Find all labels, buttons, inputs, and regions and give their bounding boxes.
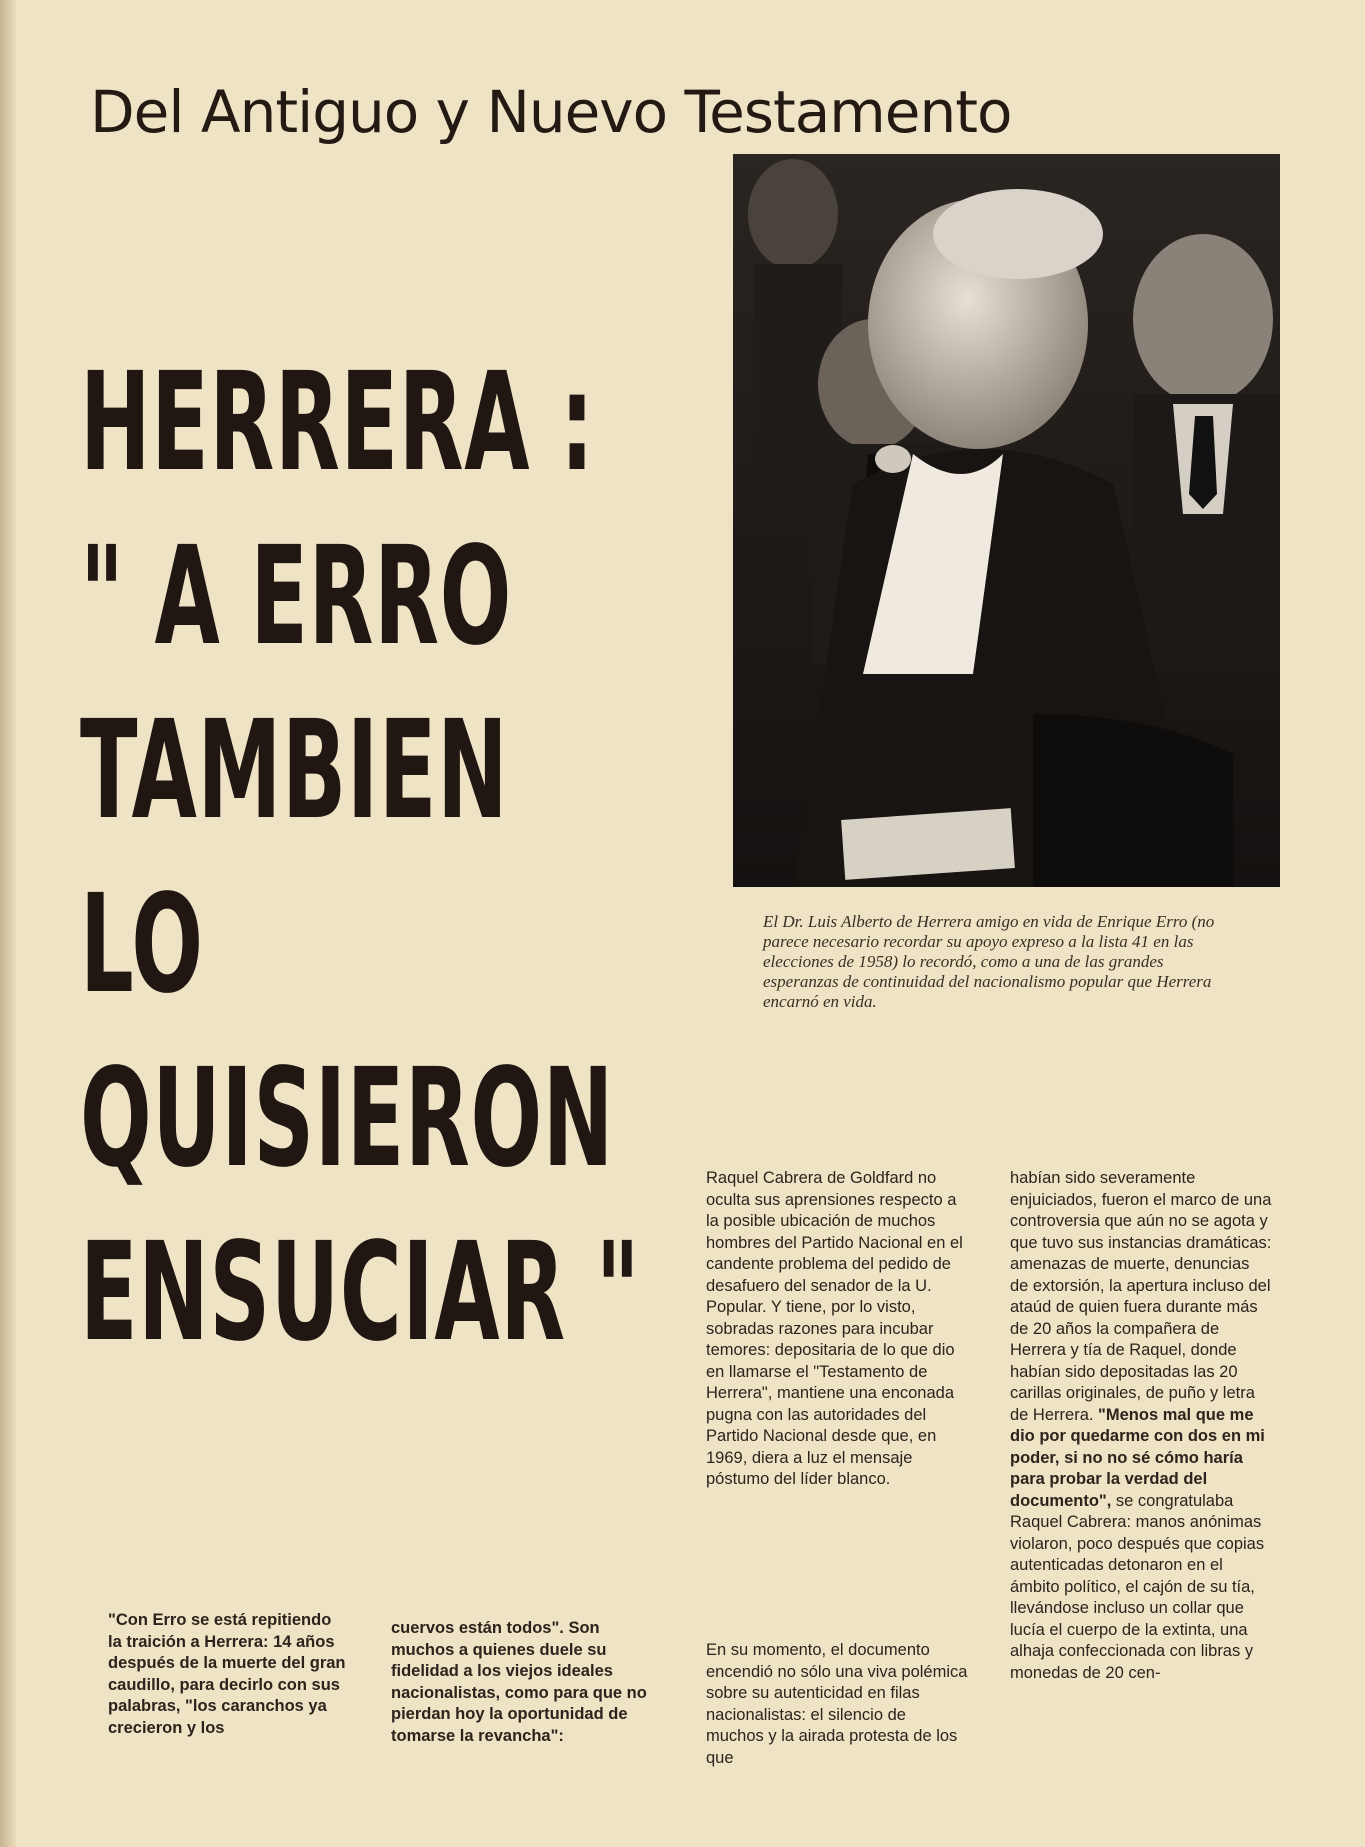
herrera-photo [733, 154, 1280, 887]
headline [80, 336, 641, 1380]
headline-line: QUISIERON [80, 1040, 614, 1198]
article-column-1: "Con Erro se está repitiendo la traición a Herrera: 14 años después de la muerte del gran caudillo, para decirlo con sus palabras, "los caranchos ya crecieron y los [108, 1611, 346, 1737]
headline-line: LO [80, 866, 204, 1024]
headline-line: " A ERRO [80, 518, 512, 676]
headline-line: TAMBIEN [80, 692, 509, 850]
article-column-4 [1010, 1168, 1272, 1684]
article-column-3-bottom: En su momento, el documento encendió no sólo una viva polémica sobre su autenticidad en filas nacionalistas: el silencio de muchos y la airada protesta de los que [706, 1641, 968, 1767]
column-4-text-a: habían sido severamente enjuiciados, fueron el marco de una controversia que aún no se agota y que tuvo sus instancias dramáticas: amenazas de muerte, denuncias de extorsión, la apertura incluso del ataúd de quien fuera durante más de 20 años la compañera de Herrera y tía de Raquel, donde habían sido depositadas las 20 carillas originales, de puño y letra de Herrera. [1010, 1169, 1272, 1424]
photo-illustration [733, 154, 1280, 887]
headline-line: ENSUCIAR " [80, 1214, 641, 1372]
article-column-3-top: Raquel Cabrera de Goldfard no oculta sus aprensiones respecto a la posible ubicación de muchos hombres del Partido Nacional en el candente problema del pedido de desafuero del senador de la U. Popular. Y tiene, por lo visto, sobradas razones para incubar temores: depositaria de lo que dio en llamarse el "Testamento de Herrera", mantiene una enconada pugna con las autoridades del Partido Nacional desde que, en 1969, diera a luz el mensaje póstumo del líder blanco. [706, 1169, 963, 1488]
column-4-text-b: se congratulaba Raquel Cabrera: manos anónimas violaron, poco después que copias autenticadas detonaron en el ámbito político, el cajón de su tía, llevándose incluso un collar que lucía el cuerpo de la extinta, una alhaja confeccionada con libras y monedas de 20 cen- [1010, 1491, 1265, 1682]
article-column-2: cuervos están todos". Son muchos a quienes duele su fidelidad a los viejos ideales nacionalistas, como para que no pierdan hoy la oportunidad de tomarse la revancha": [391, 1619, 647, 1745]
page-fold-shadow [0, 0, 16, 1847]
pull-quote: "Menos mal que me dio por quedarme con dos en mi poder, si no no sé cómo haría para probar la verdad del documento", [1010, 1405, 1265, 1510]
section-kicker: Del Antiguo y Nuevo Testamento [90, 78, 1012, 146]
photo-caption: El Dr. Luis Alberto de Herrera amigo en vida de Enrique Erro (no parece necesario recordar su apoyo expreso a la lista 41 en las elecciones de 1958) lo recordó, como a una de las grandes esperanzas de continuidad del nacionalismo popular que Herrera encarnó en vida. [763, 912, 1215, 1011]
headline-line: HERRERA : [80, 344, 595, 502]
